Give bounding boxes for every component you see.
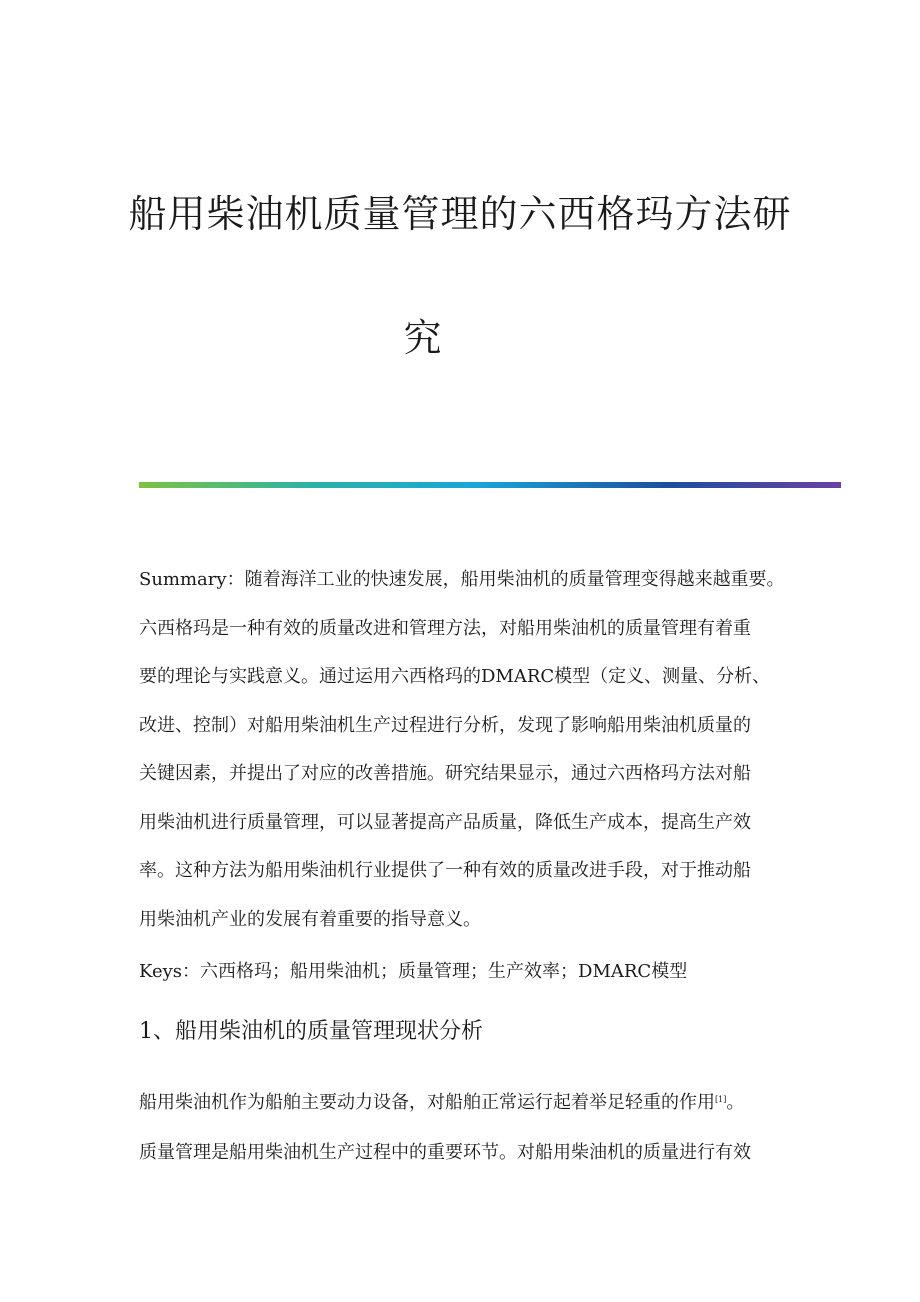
summary-line: 六西格玛是一种有效的质量改进和管理方法，对船用柴油机的质量管理有着重 [139, 617, 751, 639]
body-line: 质量管理是船用柴油机生产过程中的重要环节。对船用柴油机的质量进行有效 [139, 1142, 751, 1163]
summary-line: 率。这种方法为船用柴油机行业提供了一种有效的质量改进手段，对于推动船 [139, 860, 751, 881]
paper-title-line-1: 船用柴油机质量管理的六西格玛方法研 [128, 192, 792, 236]
citation-ref[interactable]: [1] [715, 1095, 727, 1104]
body-line [139, 1075, 779, 1128]
paper-title-line-2: 究 [403, 316, 443, 360]
summary-line: Summary：随着海洋工业的快速发展，船用柴油机的质量管理变得越来越重要。 [139, 569, 785, 590]
body-line-end: 。 [726, 1092, 745, 1113]
gradient-divider [139, 482, 841, 488]
summary-line: 改进、控制）对船用柴油机生产过程进行分析，发现了影响船用柴油机质量的 [139, 714, 751, 736]
body-line-text: 船用柴油机作为船舶主要动力设备，对船舶正常运行起着举足轻重的作用 [139, 1092, 715, 1113]
summary-line: 关键因素，并提出了对应的改善措施。研究结果显示，通过六西格玛方法对船 [139, 763, 751, 784]
summary-line: 用柴油机进行质量管理，可以显著提高产品质量，降低生产成本，提高生产效 [139, 811, 751, 833]
section-body [139, 1075, 779, 1178]
summary-line: 用柴油机产业的发展有着重要的指导意义。 [139, 908, 481, 930]
section-heading: 1、船用柴油机的质量管理现状分析 [139, 1019, 483, 1044]
keywords-line: Keys：六西格玛；船用柴油机；质量管理；生产效率；DMARC模型 [139, 961, 688, 982]
summary-paragraph [139, 556, 785, 944]
summary-line: 要的理论与实践意义。通过运用六西格玛的DMARC模型（定义、测量、分析、 [139, 666, 771, 687]
